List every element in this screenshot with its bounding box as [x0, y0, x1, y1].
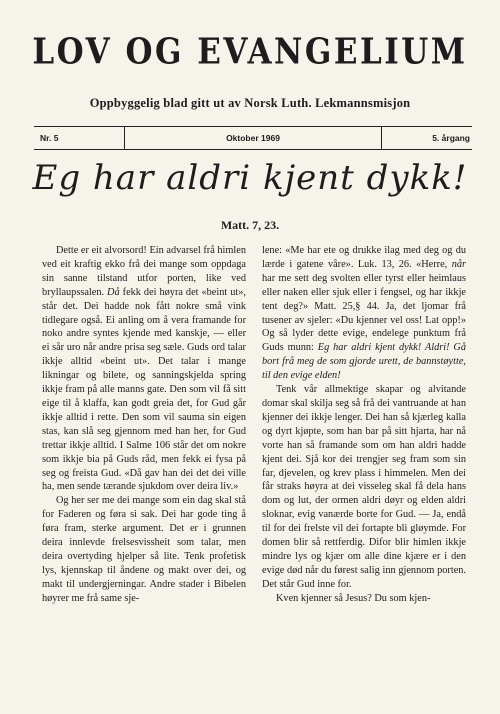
text-segment: Tenk vår allmektige skapar og alvitande domar skal skilja seg så frå dei vantruande at han kjenner dei ikkje lenger. Dei han så kjærleg kalla og dyrt kjøpte, som han bar på sitt hjarta, har nå vorte han så framande som om han aldri hadde kjent dei. Sjå kor dei trengjer seg fram som sin far, djevelen, og krev plass i himmelen. Men dei får straks høyra at dei visseleg skal få dela hans dom og lut, der ormen aldri døyr og elden aldri sloknar, evig vanærde borte for Gud. — Ja, endå til for dei frelste vil dei fortapte bli gløymde. For domen blir så rettferdig. Difor blir himlen ikkje mindre lys og kjær om alle dine kjære er i den evige død når du førest salig inn gjennom porten. Det står Gud inne for.: [262, 384, 466, 590]
article-column-right: [262, 244, 466, 606]
text-segment: Og her ser me dei mange som ein dag skal stå for Faderen og føra si sak. Dei har gode ting å føra fram, sterke argument. Det er i grunnen deira innlevde frelsesvissheit som talar, men deira overtyding hjelper så lite. Tenk profetisk lys, kjennskap til åndene og makt over dei, og makt til undergjerningar. Andre stader i Bibelen høyrer me frå same sje-: [42, 495, 246, 604]
scripture-reference: Matt. 7, 23.: [220, 218, 280, 232]
paragraph: [42, 494, 246, 605]
paragraph-continuation: [262, 244, 466, 383]
article-headline: Eg har aldri kjent dykk!: [32, 158, 468, 198]
masthead-title: LOV OG EVANGELIUM: [32, 31, 468, 73]
text-segment: lene: «Me har ete og drukke ilag med deg og du lærde i gatene våre». Luk. 13, 26. «Herre,: [262, 245, 466, 270]
article-column-left: [42, 244, 246, 606]
issue-date: Oktober 1969: [124, 127, 382, 149]
text-segment: Dette er eit alvorsord! Ein advarsel frå himlen ved eit kraftig ekko frå dei mange som oppdaga sin sanne tilstand utfor porten, like ved bryllaupssalen.: [42, 245, 246, 298]
paragraph: [262, 592, 466, 606]
issue-bar: [34, 126, 472, 150]
emphasis-text: Eg har aldri kjent dykk! Aldri! Gå bort frå meg de som gjorde urett, de bannstøytte, til den evige elden!: [262, 342, 466, 382]
emphasis-text: når: [451, 258, 466, 270]
text-segment: har me sett deg svolten eller tyrst eller heimlaus eller naken eller sjuk eller i fengsel, og har ikkje tent deg?» Matt. 25,§ 44. Ja, det ljomar frå tusener av sjeler: «Du kjenner vel oss! Lat opp!» Og så lyder dette evige, endelege punktum frå Guds munn:: [262, 272, 466, 354]
paragraph: [262, 383, 466, 592]
masthead-subtitle: Oppbyggelig blad gitt ut av Norsk Luth. Lekmannsmisjon: [89, 96, 411, 110]
issue-number: Nr. 5: [40, 133, 59, 143]
text-segment: Kven kjenner så Jesus? Du som kjen-: [276, 592, 431, 604]
paragraph: [42, 244, 246, 494]
text-segment: fekk dei høyra det «beint ut», står det. Dei hadde nok fått nokre små vink tidlegare også. Ei anling om å vera framande for noko andre syntes kjende med kanskje, — eller ei sår uro når andre prisa seg sæle. Guds ord talar ikkje alltid «beint ut». Det talar i mange likningar og bilete, og sanningskjelda spring ikkje fram på alle manns gate. Den som vil få sitt eige til å klaffa, kan godt greia det, for Gud går ikkje alltid i rette. Den som vil sauma sin eigen stas, kan slå seg gjennom med han her, for Gud trettar ikkje alltid. I Salme 106 står det om nokre som ikkje bia på Guds råd, men fekk ei fysa på seg og freista Gud. «Då gav han dei det dei ville ha, men sende tærande sjukdom over deira liv.»: [42, 286, 246, 493]
issue-volume: 5. årgang: [432, 133, 470, 143]
emphasis-text: Då: [107, 286, 120, 298]
